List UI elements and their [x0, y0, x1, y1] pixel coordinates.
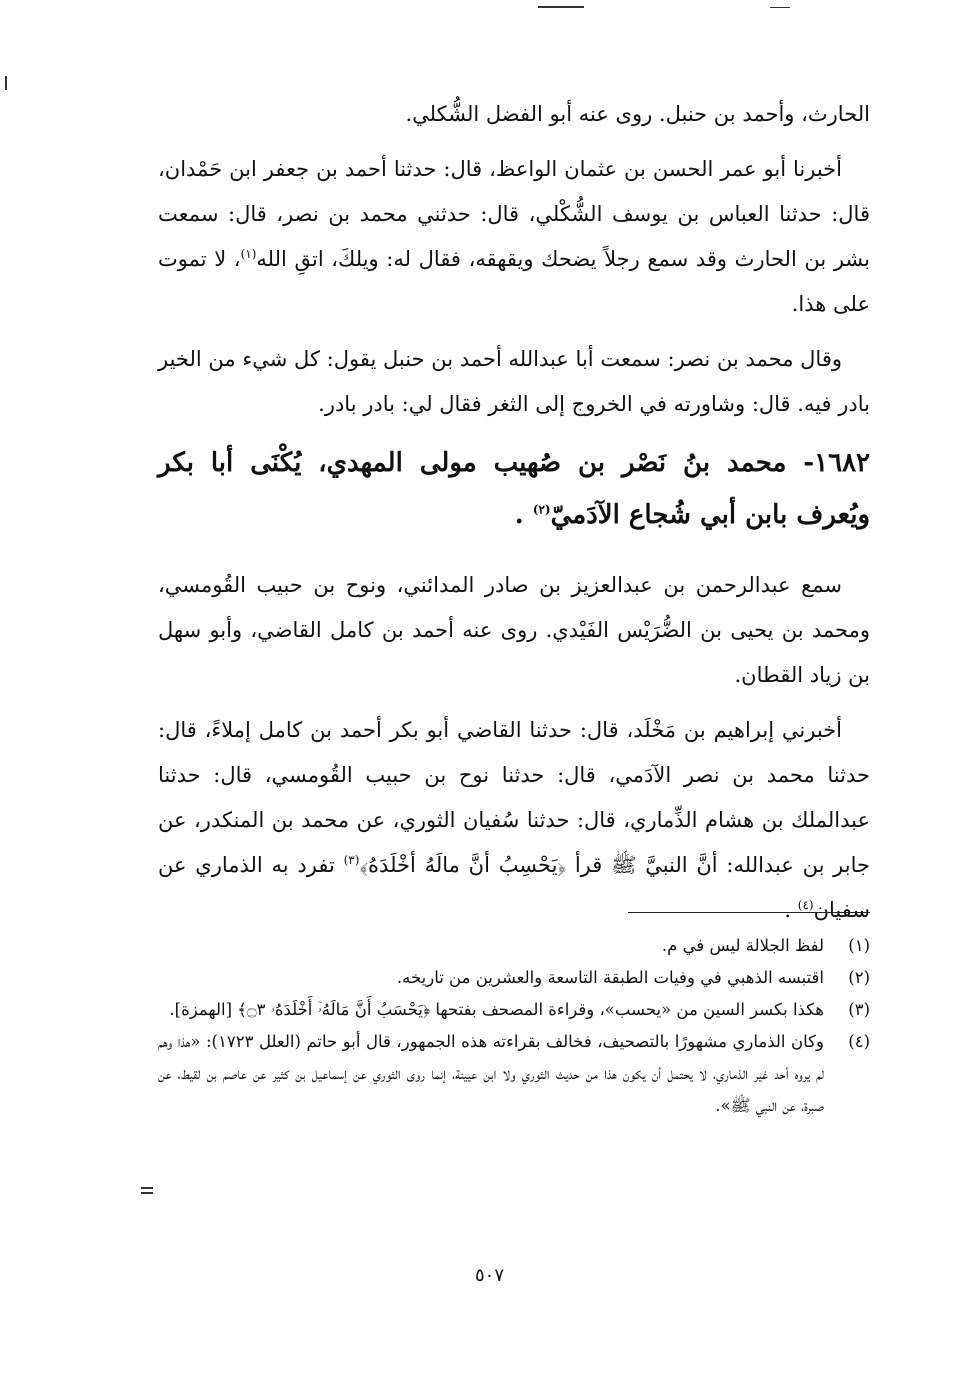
footnote-ref-2: (٢): [532, 502, 551, 517]
entry-heading-text: ١٦٨٢- محمد بنُ نَصْر بن صُهيب مولى المهدي، يُكْنَى أبا بكر ويُعرف بابن أبي شُجاع الآدَميّ: [158, 448, 870, 530]
paragraph-2: [158, 147, 870, 327]
footnote-text: هكذا بكسر السين من «يحسب»، وقراءة المصحف بفتحها ﴿يَحْسَبُ أَنَّ مَالَهُۥٓ أَخْلَدَهُۥ ۝٣﴾ [الهمزة].: [169, 1000, 824, 1019]
paragraph-4: سمع عبدالرحمن بن عبدالعزيز بن صادر المدائني، ونوح بن حبيب القُومسي، ومحمد بن يحيى بن الضُّرَيْس الفَيْدي. روى عنه أحمد بن كامل القاضي، وأبو سهل بن زياد القطان.: [158, 573, 870, 687]
paragraph-5-tail: .: [784, 898, 792, 922]
footnote-3: [158, 994, 870, 1026]
footnotes: [158, 930, 870, 1122]
footnote-4: [158, 1026, 870, 1122]
footnote-1: [158, 930, 870, 962]
scan-mark-bottom-left: [141, 1187, 153, 1189]
entry-heading-tail: .: [514, 500, 524, 530]
scan-mark-top-right: [770, 7, 790, 8]
footnote-ref-3: (٣): [343, 853, 360, 867]
paragraph-1: الحارث، وأحمد بن حنبل. روى عنه أبو الفضل الشُّكلي.: [405, 102, 870, 126]
page-number: ٥٠٧: [474, 1265, 504, 1286]
paragraph-3: وقال محمد بن نصر: سمعت أبا عبدالله أحمد بن حنبل يقول: كل شيء من الخير بادر فيه. قال: وشاورته في الخروج إلى الثغر فقال لي: بادر بادر.: [158, 347, 870, 416]
footnote-ref-4: (٤): [797, 898, 814, 912]
footnote-2: [158, 962, 870, 994]
paragraph-5-text: أخبرني إبراهيم بن مَخْلَد، قال: حدثنا القاضي أبو بكر أحمد بن كامل إملاءً، قال: حدثنا محمد بن نصر الآدَمي، قال: حدثنا نوح بن حبيب القُومسي، قال: حدثنا عبدالملك بن هشام الذِّماري، قال: حدثنا سُفيان الثوري، عن محمد بن المنكدر، عن جابر بن عبدالله: أنَّ النبيَّ ﷺ قرأ ﴿يَحْسِبُ أنَّ مالَهُ أخْلَدَهُ﴾: [158, 718, 870, 877]
footnote-number: (٣): [848, 1000, 870, 1019]
entry-heading: [158, 437, 870, 541]
scan-mark-left: [5, 76, 7, 90]
scan-mark-bottom-left-2: [141, 1192, 153, 1194]
scan-mark-top: [538, 6, 584, 8]
footnote-ref-1: (١): [240, 247, 257, 261]
paragraph-2-tail: ، لا تموت على هذا.: [158, 247, 870, 316]
paragraph-5: [158, 708, 870, 933]
footnote-text: وكان الذماري مشهورًا بالتصحيف، فخالف بقراءته هذه الجمهور، قال أبو حاتم (العلل ١٧٢٣): «هذا وهم لم يروه أحد غير الذماري، لا يحتمل أن يكون هذا من حديث الثوري ولا ابن عيينة، إنما روى الثوري عن إسماعيل بن كثير عن عاصم بن لقيط، عن صبرة، عن النبي ﷺ».: [158, 1032, 824, 1115]
footnote-number: (١): [848, 936, 870, 955]
footnote-separator: [628, 912, 870, 913]
footnote-number: (٤): [848, 1032, 870, 1051]
paragraph-2-text: أخبرنا أبو عمر الحسن بن عثمان الواعظ، قال: حدثنا أحمد بن جعفر ابن حَمْدان، قال: حدثنا العباس بن يوسف الشُّكْلي، قال: حدثني محمد بن نصر، قال: سمعت بشر بن الحارث وقد سمع رجلاً يضحك ويقهقه، فقال له: ويلكَ، اتقِ الله: [158, 157, 870, 271]
footnote-text: اقتبسه الذهبي في وفيات الطبقة التاسعة والعشرين من تاريخه.: [396, 968, 824, 987]
footnote-text: لفظ الجلالة ليس في م.: [661, 936, 824, 955]
footnote-number: (٢): [848, 968, 870, 987]
main-text: [158, 92, 870, 943]
paragraph-5-mid: تفرد به الذماري عن سفيان: [158, 853, 870, 922]
